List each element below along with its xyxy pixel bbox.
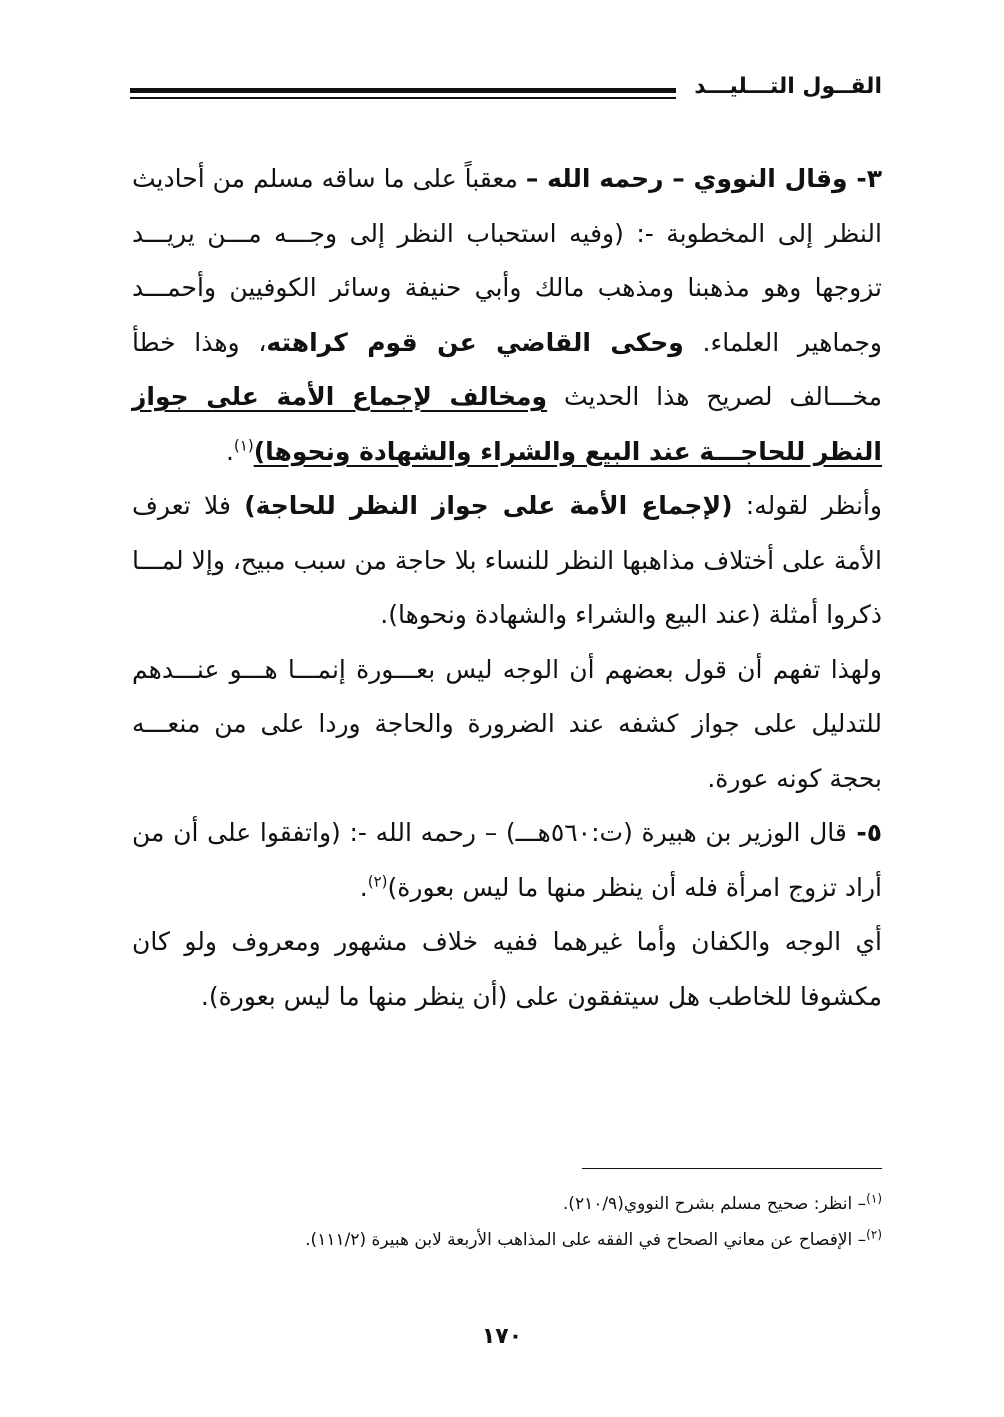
footnotes: [132, 1186, 882, 1258]
text-run: ، وهذا خطأ مخـــالف لصريح هذا الحديث: [132, 327, 883, 411]
text-run: معقباً على ما ساقه مسلم من أحاديث النظر إلى المخطوبة -: (وفيه استحباب النظر إلى وجـــه مـــن يريـــد تزوجها وهو مذهبنا ومذهب مالك وأبي حنيفة وسائر الكوفيين وأحمـــد وجماهير العلماء.: [132, 164, 883, 357]
paragraph-face-not-awrah: [132, 643, 882, 807]
text-run: .: [225, 436, 234, 466]
footnote-mark: (١): [866, 1191, 882, 1206]
text-run: فلا تعرف الأمة على أختلاف مذاهبها النظر للنساء بلا حاجة من سبب مبيح، وإلا لمـــا ذكروا أمثلة (عند البيع والشراء والشهادة ونحوها).: [132, 491, 882, 629]
text-run: وأنظر لقوله:: [732, 491, 882, 520]
footnote-ref[interactable]: (٢): [367, 872, 388, 891]
footnote-text: – الإفصاح عن معاني الصحاح في الفقه على المذاهب الأربعة لابن هبيرة (١١١/٢).: [305, 1230, 867, 1250]
text-run: .: [359, 872, 368, 902]
paragraph-commentary: [132, 479, 882, 643]
footnote-separator: [582, 1168, 882, 1169]
running-header: [130, 72, 882, 112]
paragraph-nawawi: [132, 152, 882, 479]
footnote-ref[interactable]: (١): [233, 436, 254, 455]
header-rule-thick: [130, 88, 676, 93]
book-title: القــول التـــليـــد: [694, 74, 882, 99]
page-number: ١٧٠: [481, 1324, 523, 1349]
footnote-mark: (٢): [866, 1227, 882, 1242]
text-run: أي الوجه والكفان وأما غيرهما ففيه خلاف مشهور ومعروف ولو كان مكشوفا للخاطب هل سيتفقون على (أن ينظر منها ما ليس بعورة).: [132, 927, 882, 1011]
text-run: قال الوزير بن هبيرة (ت:٥٦٠هـــ) – رحمه الله -: (واتفقوا على أن من أراد تزوج امرأة فله أن ينظر منها ما ليس بعورة): [132, 818, 882, 902]
paragraph-conclusion: [132, 915, 882, 1024]
paragraph-ibn-hubayra: [132, 806, 882, 915]
footnote-item: [132, 1222, 882, 1258]
main-text: [132, 152, 882, 1024]
footnote-text: – انظر: صحيح مسلم بشرح النووي(٢١٠/٩).: [562, 1194, 867, 1214]
header-rule-thin: [130, 97, 676, 99]
bold-phrase: وقال النووي – رحمه الله –: [525, 164, 848, 193]
item-number: ٣-: [847, 164, 882, 193]
bold-phrase: وحكى القاضي عن قوم كراهته: [266, 327, 684, 357]
text-run: ولهذا تفهم أن قول بعضهم أن الوجه ليس بعـــورة إنمـــا هـــو عنـــدهم للتدليل على جواز كشفه عند الضرورة والحاجة وردا على من منعـــه بحجة كونه عورة.: [132, 654, 882, 793]
footnote-item: [132, 1186, 882, 1222]
bold-phrase: (لإجماع الأمة على جواز النظر للحاجة): [244, 491, 733, 520]
item-number: ٥-: [846, 818, 882, 847]
underlined-bold-phrase: ومخالف لإجماع الأمة على جواز النظر للحاجـــة عند البيع والشراء والشهادة ونحوها): [132, 382, 882, 466]
